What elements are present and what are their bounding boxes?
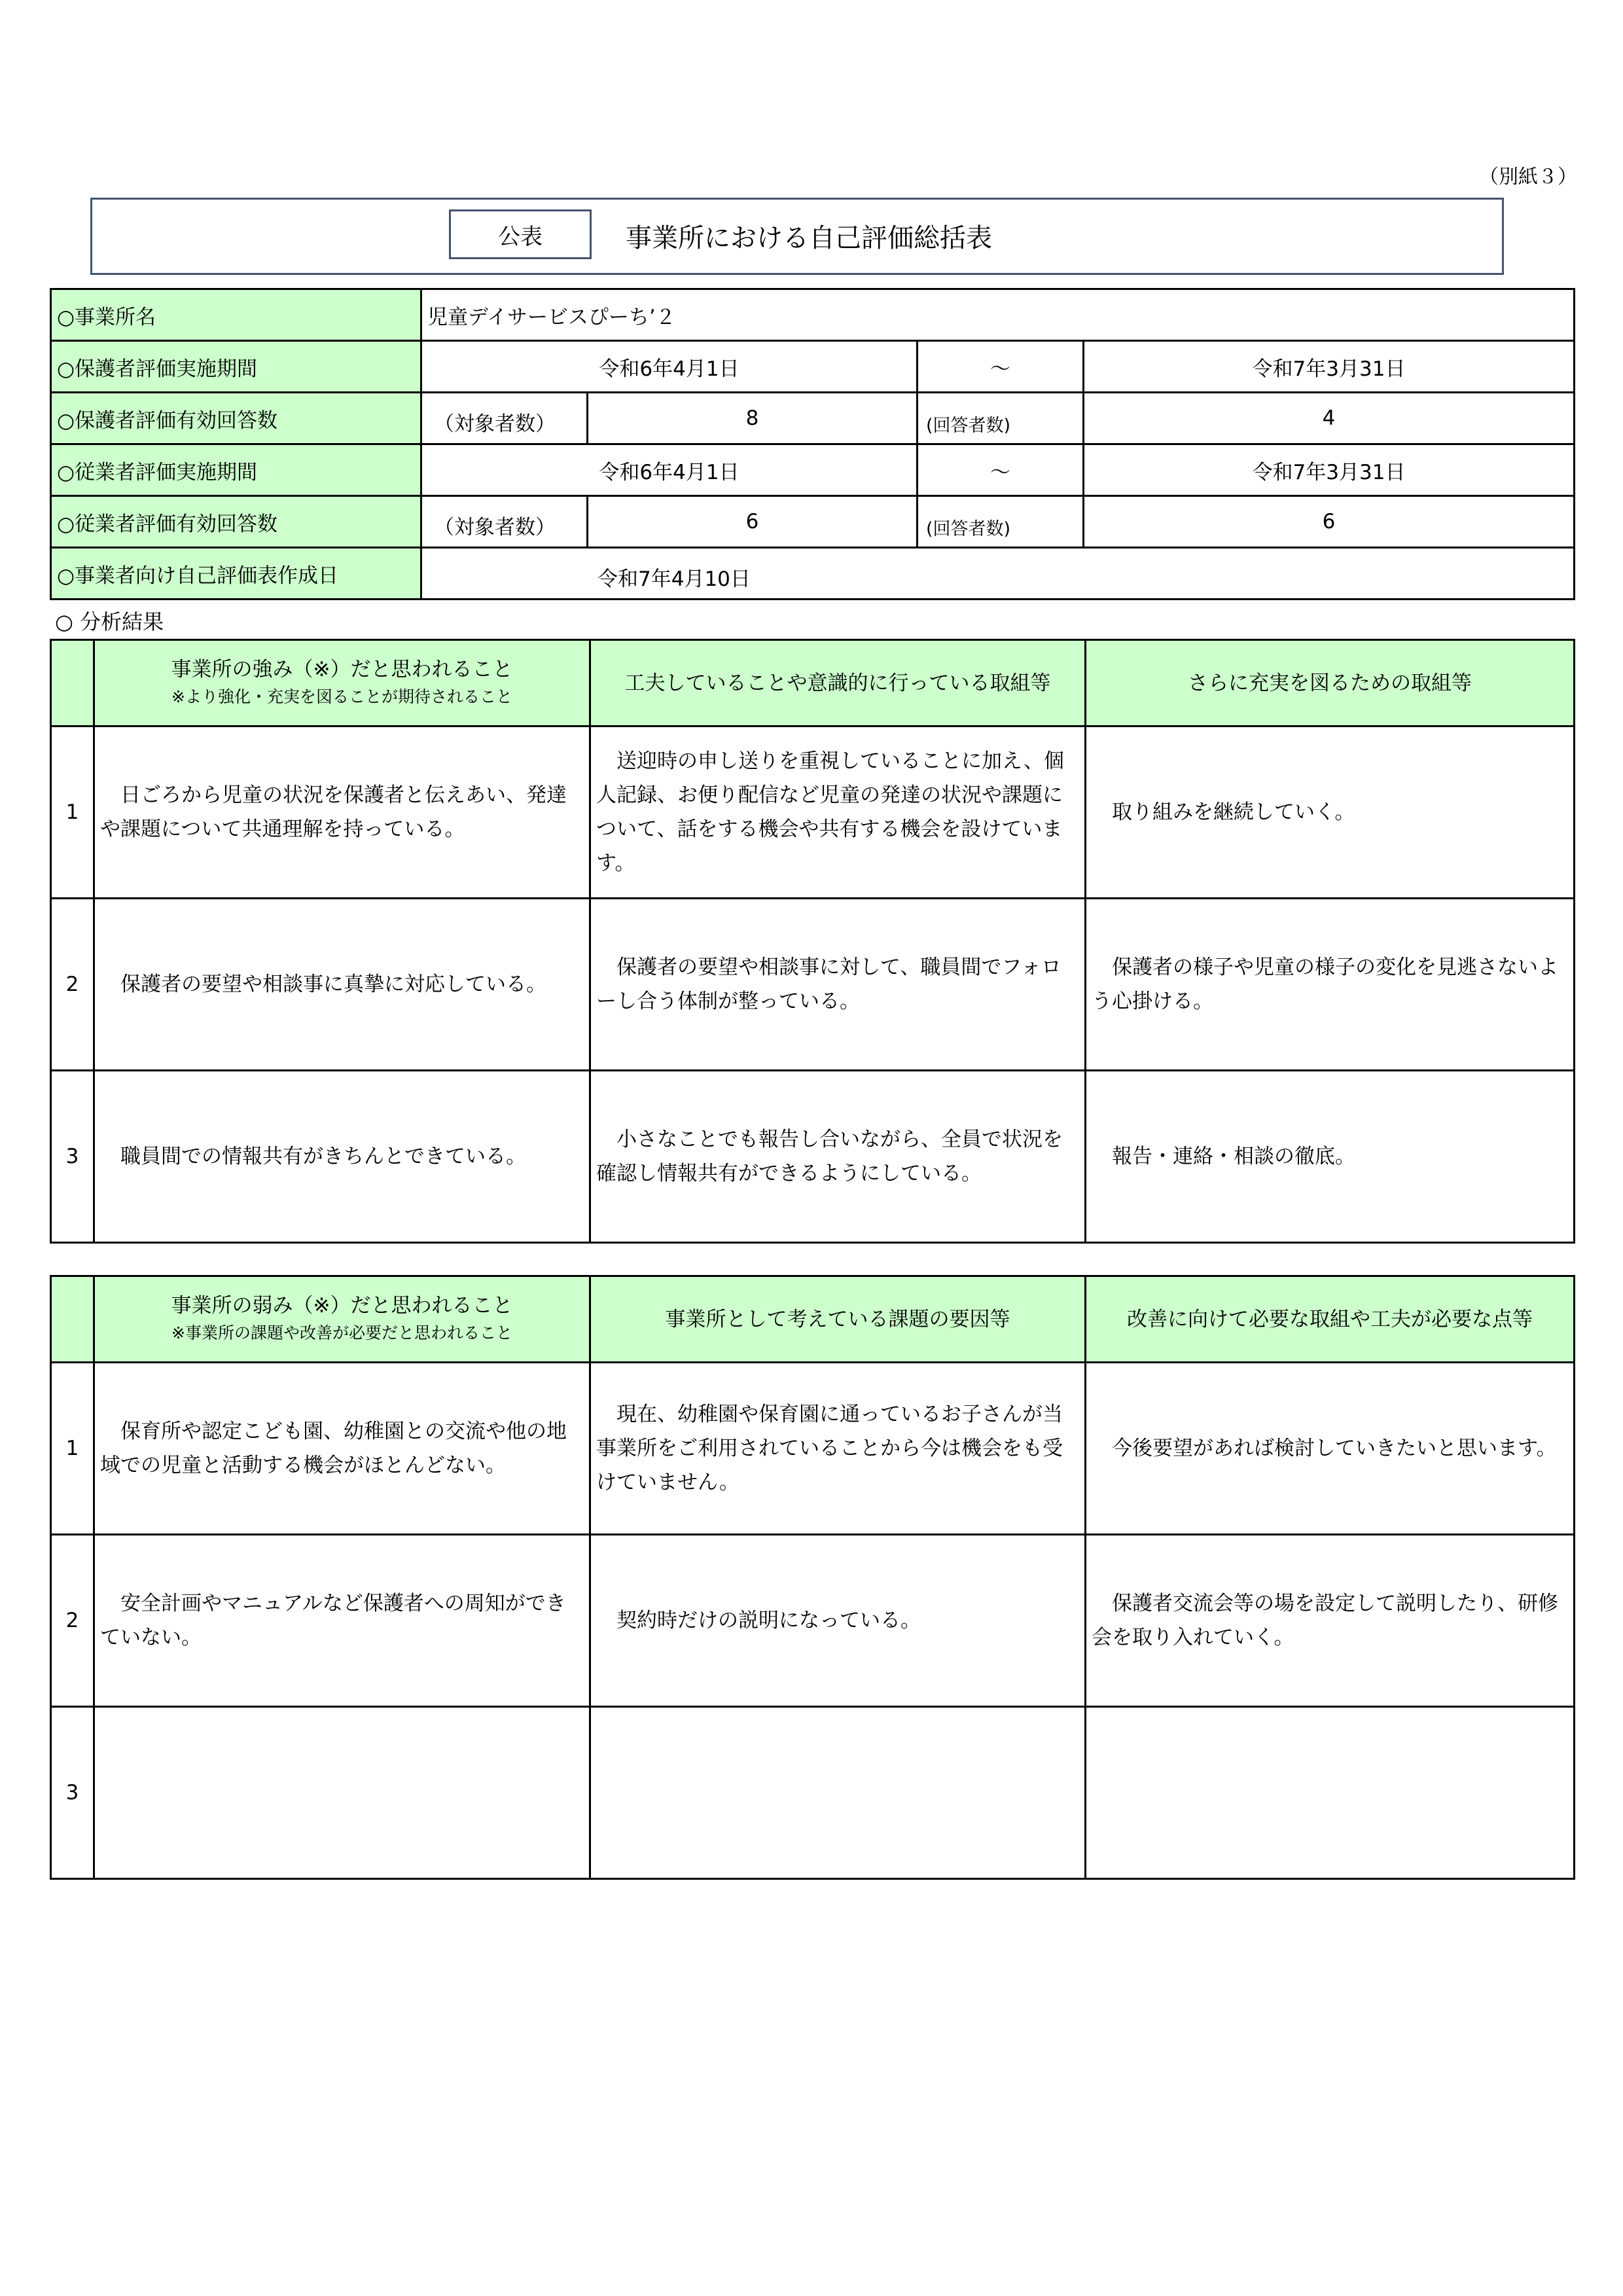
effort-item: 小さなことでも報告し合いながら、全員で状況を確認し情報共有ができるようにしている。 — [590, 1071, 1086, 1243]
staff-target-label: （対象者数） — [421, 496, 588, 548]
strength-row — [51, 1071, 1575, 1243]
guardian-respondent-label: (回答者数) — [918, 393, 1084, 444]
weaknesses-header-note: ※事業所の課題や改善が必要だと思われること — [171, 1323, 512, 1342]
attachment-label: （別紙３） — [1479, 166, 1577, 188]
weaknesses-header — [94, 1276, 590, 1363]
staff-period-label: ○従業者評価実施期間 — [51, 444, 421, 496]
weakness-item — [94, 1707, 590, 1879]
guardian-target-count: 8 — [588, 393, 918, 444]
cause-item: 現在、幼稚園や保育園に通っているお子さんが当事業所をご利用されていることから今は機会をも受けていません。 — [590, 1363, 1086, 1535]
office-info-table — [50, 288, 1575, 600]
guardian-target-label: （対象者数） — [421, 393, 588, 444]
strengths-header-note: ※より強化・充実を図ることが期待されること — [171, 687, 512, 706]
staff-period-end: 令和7年3月31日 — [1084, 444, 1575, 496]
strengths-header-row — [51, 640, 1575, 726]
staff-period-start: 令和6年4月1日 — [421, 444, 918, 496]
weaknesses-header-row — [51, 1276, 1575, 1363]
staff-respondent-label: (回答者数) — [918, 496, 1084, 548]
weakness-item: 安全計画やマニュアルなど保護者への周知ができていない。 — [94, 1535, 590, 1707]
guardian-period-end: 令和7年3月31日 — [1084, 341, 1575, 393]
strength-item: 日ごろから児童の状況を保護者と伝えあい、発達や課題について共通理解を持っている。 — [94, 726, 590, 899]
guardian-period-start: 令和6年4月1日 — [421, 341, 918, 393]
created-date-row — [51, 548, 1575, 600]
guardian-responses-label: ○保護者評価有効回答数 — [51, 393, 421, 444]
strength-item: 保護者の要望や相談事に真摯に対応している。 — [94, 899, 590, 1071]
staff-period-row — [51, 444, 1575, 496]
row-number: 1 — [51, 726, 94, 899]
effort-item: 保護者の要望や相談事に対して、職員間でフォローし合う体制が整っている。 — [590, 899, 1086, 1071]
strength-row — [51, 899, 1575, 1071]
further-action-item: 報告・連絡・相談の徹底。 — [1086, 1071, 1575, 1243]
number-header — [51, 640, 94, 726]
improvement-item: 今後要望があれば検討していきたいと思います。 — [1086, 1363, 1575, 1535]
strengths-header — [94, 640, 590, 726]
created-date-value: 令和7年4月10日 — [421, 548, 1575, 600]
document-title: 事業所における自己評価総括表 — [626, 223, 992, 253]
weakness-row — [51, 1535, 1575, 1707]
row-number: 2 — [51, 899, 94, 1071]
strengths-header-main: 事業所の強み（※）だと思われること — [171, 657, 513, 681]
row-number: 2 — [51, 1535, 94, 1707]
staff-responses-row — [51, 496, 1575, 548]
weakness-row — [51, 1707, 1575, 1879]
guardian-period-row — [51, 341, 1575, 393]
office-name-value: 児童デイサービスぴーち’２ — [421, 289, 1575, 341]
guardian-period-label: ○保護者評価実施期間 — [51, 341, 421, 393]
row-number: 3 — [51, 1707, 94, 1879]
number-header — [51, 1276, 94, 1363]
further-actions-header: さらに充実を図るための取組等 — [1086, 640, 1575, 726]
improvement-header: 改善に向けて必要な取組や工夫が必要な点等 — [1086, 1276, 1575, 1363]
further-action-item: 保護者の様子や児童の様子の変化を見逃さないよう心掛ける。 — [1086, 899, 1575, 1071]
strength-row — [51, 726, 1575, 899]
strengths-table — [50, 639, 1575, 1244]
cause-header: 事業所として考えている課題の要因等 — [590, 1276, 1086, 1363]
staff-target-count: 6 — [588, 496, 918, 548]
efforts-header: 工夫していることや意識的に行っている取組等 — [590, 640, 1086, 726]
improvement-item — [1086, 1707, 1575, 1879]
staff-respondent-count: 6 — [1084, 496, 1575, 548]
guardian-responses-row — [51, 393, 1575, 444]
staff-period-separator: ～ — [918, 444, 1084, 496]
weakness-row — [51, 1363, 1575, 1535]
weakness-item: 保育所や認定こども園、幼稚園との交流や他の地域での児童と活動する機会がほとんどない。 — [94, 1363, 590, 1535]
office-name-label: ○事業所名 — [51, 289, 421, 341]
guardian-period-separator: ～ — [918, 341, 1084, 393]
improvement-item: 保護者交流会等の場を設定して説明したり、研修会を取り入れていく。 — [1086, 1535, 1575, 1707]
cause-item: 契約時だけの説明になっている。 — [590, 1535, 1086, 1707]
staff-responses-label: ○従業者評価有効回答数 — [51, 496, 421, 548]
row-number: 3 — [51, 1071, 94, 1243]
publication-badge: 公表 — [449, 209, 592, 259]
created-date-label: ○事業者向け自己評価表作成日 — [51, 548, 421, 600]
office-name-row — [51, 289, 1575, 341]
weaknesses-header-main: 事業所の弱み（※）だと思われること — [171, 1293, 513, 1318]
analysis-results-label: ○ 分析結果 — [55, 609, 164, 634]
further-action-item: 取り組みを継続していく。 — [1086, 726, 1575, 899]
weaknesses-table — [50, 1275, 1575, 1880]
guardian-respondent-count: 4 — [1084, 393, 1575, 444]
cause-item — [590, 1707, 1086, 1879]
row-number: 1 — [51, 1363, 94, 1535]
strength-item: 職員間での情報共有がきちんとできている。 — [94, 1071, 590, 1243]
effort-item: 送迎時の申し送りを重視していることに加え、個人記録、お便り配信など児童の発達の状況や課題について、話をする機会や共有する機会を設けています。 — [590, 726, 1086, 899]
